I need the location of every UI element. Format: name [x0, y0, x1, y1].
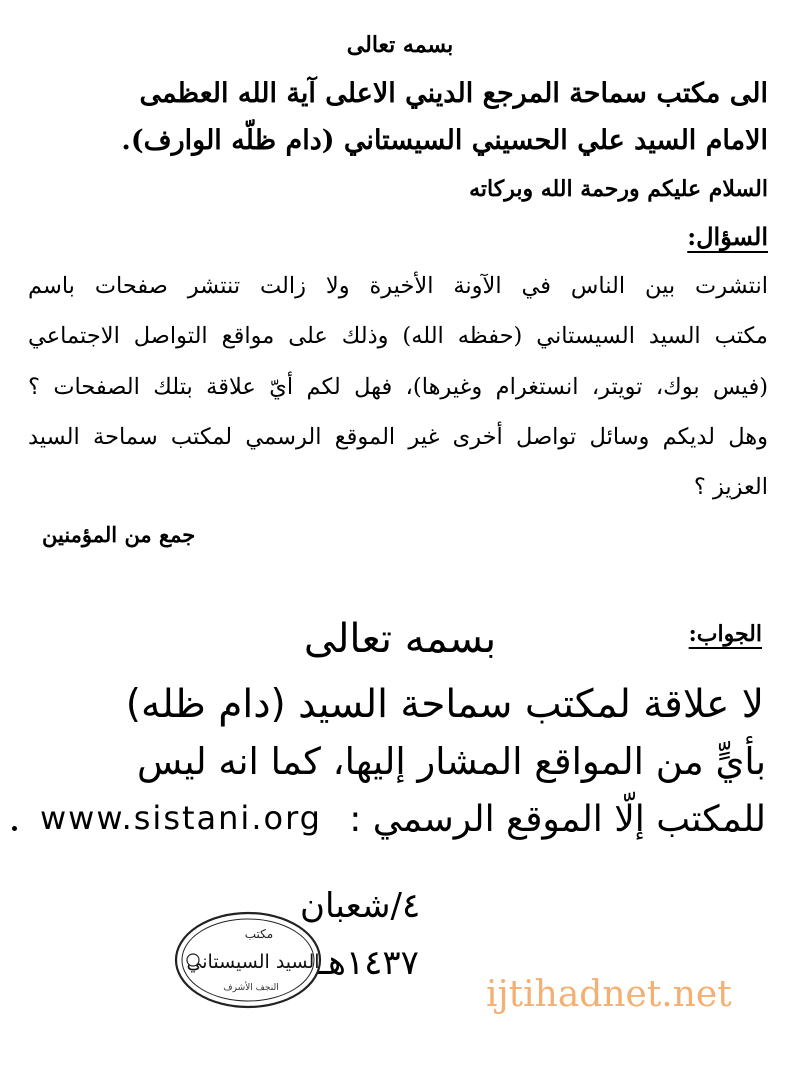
signer: جمع من المؤمنين — [42, 522, 196, 547]
question-body-line: انتشرت بين الناس في الآونة الأخيرة ولا زالت تنتشر صفحات باسم — [28, 273, 768, 299]
date-year: ١٤٣٧هـ — [318, 943, 419, 983]
addressee-line-2: الامام السيد علي الحسيني السيستاني (دام ظلّه الوارف). — [121, 125, 768, 156]
seal-text-bottom: النجف الأشرف — [223, 983, 279, 993]
addressee-line-1: الى مكتب سماحة المرجع الديني الاعلى آية الله العظمى — [139, 78, 768, 109]
question-body-line: العزيز ؟ — [693, 474, 768, 500]
stray-ink-dot — [12, 826, 17, 831]
official-website-url: www.sistani.org — [40, 799, 322, 837]
date-day-month: ٤/شعبان — [300, 886, 421, 926]
question-label: السؤال: — [687, 222, 768, 251]
seal-text-top: مكتب — [244, 927, 274, 941]
question-body-line: مكتب السيد السيستاني (حفظه الله) وذلك على مواقع التواصل الاجتماعي — [28, 323, 768, 349]
question-body-line: (فيس بوك، تويتر، انستغرام وغيرها)، فهل لكم أيّ علاقة بتلك الصفحات ؟ — [28, 374, 768, 400]
letter-heading: بسمه تعالى — [346, 32, 454, 58]
salutation: السلام عليكم ورحمة الله وبركاته — [469, 176, 768, 202]
office-seal-stamp — [173, 910, 323, 1010]
seal-text-main: السيد السيستاني — [186, 951, 320, 973]
question-body-line: وهل لديكم وسائل تواصل أخرى غير الموقع الرسمي لمكتب سماحة السيد — [28, 424, 768, 450]
answer-line-2: بأيٍّ من المواقع المشار إليها، كما انه ليس — [137, 740, 766, 783]
answer-heading: بسمه تعالى — [303, 616, 497, 662]
website-watermark: ijtihadnet.net — [486, 974, 732, 1015]
answer-line-3: للمكتب إلّا الموقع الرسمي : — [349, 799, 766, 840]
answer-label: الجواب: — [688, 621, 762, 647]
answer-line-1: لا علاقة لمكتب سماحة السيد (دام ظله) — [125, 682, 764, 727]
